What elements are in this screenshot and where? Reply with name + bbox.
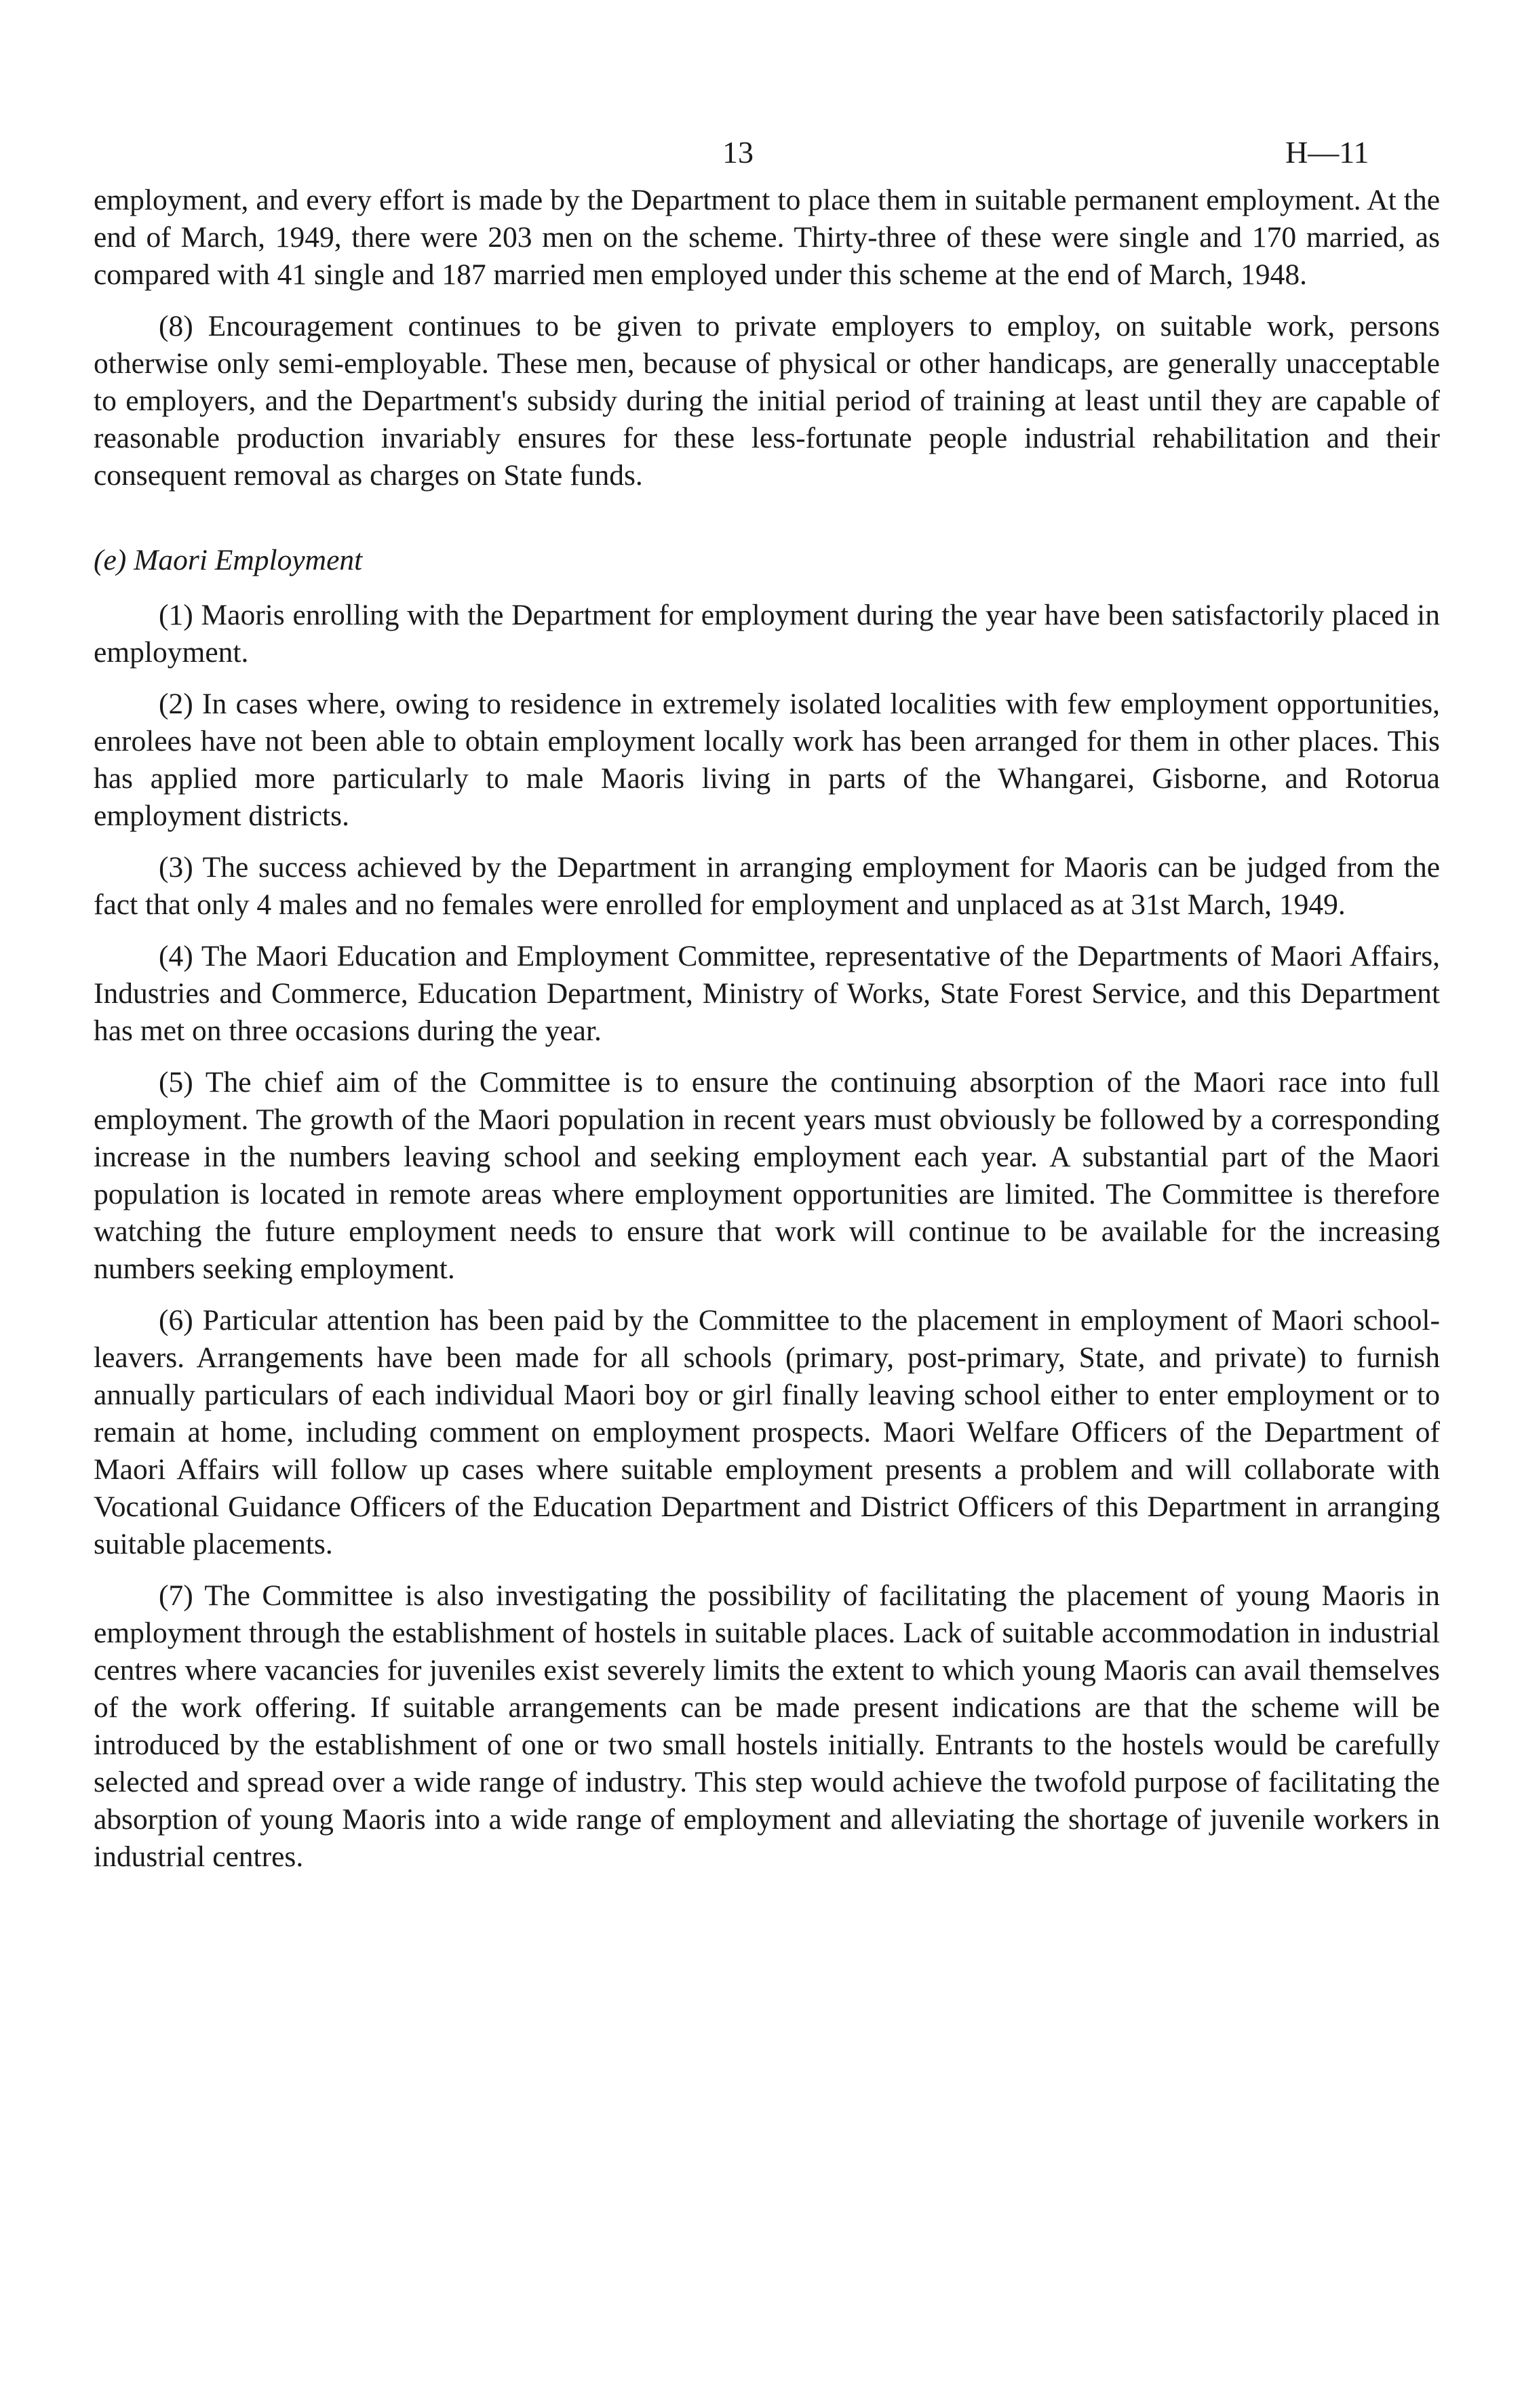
paragraph-8: (8) Encouragement continues to be given to private employers to employ, on suitable work, persons otherwise only semi-employable. These men, because of physical or other handicaps, are generally unacceptable to employers, and the Department's subsidy during the initial period of training at least until they are capable of reasonable production invariably ensures for these less-fortunate people industrial rehabilitation and their consequent removal as charges on State funds. (94, 310, 1440, 492)
page-number: 13 (722, 135, 754, 170)
page-header (0, 122, 1522, 176)
report-code: H—11 (1285, 135, 1369, 170)
paragraph-3: (3) The success achieved by the Department in arranging employment for Maoris can be judged from the fact that only 4 males and no females were enrolled for employment and unplaced as at 31st March, 1949. (94, 851, 1440, 921)
section-heading (94, 542, 1440, 579)
paragraph-4: (4) The Maori Education and Employment Committee, representative of the Departments of Maori Affairs, Industries and Commerce, Education Department, Ministry of Works, State Forest Service, and this Department has met on three occasions during the year. (94, 940, 1440, 1047)
paragraph-2: (2) In cases where, owing to residence in extremely isolated localities with few employment opportunities, enrolees have not been able to obtain employment locally work has been arranged for them in other places. This has applied more particularly to male Maoris living in parts of the Whangarei, Gisborne, and Rotorua employment districts. (94, 688, 1440, 832)
paragraph-1: (1) Maoris enrolling with the Department for employment during the year have been satisfactorily placed in employment. (94, 599, 1440, 669)
body-text (94, 182, 1440, 1890)
paragraph-5: (5) The chief aim of the Committee is to ensure the continuing absorption of the Maori race into full employment. The growth of the Maori population in recent years must obviously be followed by a corresponding increase in the numbers leaving school and seeking employment each year. A substantial part of the Maori population is located in remote areas where employment opportunities are limited. The Committee is therefore watching the future employment needs to ensure that work will continue to be available for the increasing numbers seeking employment. (94, 1066, 1440, 1285)
paragraph-continuation: employment, and every effort is made by the Department to place them in suitable permanent employment. At the end of March, 1949, there were 203 men on the scheme. Thirty-three of these were single and 170 married, as compared with 41 single and 187 married men employed under this scheme at the end of March, 1948. (94, 184, 1440, 291)
section-title: Maori Employment (134, 544, 363, 576)
paragraph-7: (7) The Committee is also investigating the possibility of facilitating the placement of young Maoris in employment through the establishment of hostels in suitable places. Lack of suitable accommodation in industrial centres where vacancies for juveniles exist severely limits the extent to which young Maoris can avail themselves of the work offering. If suitable arrangements can be made present indications are that the scheme will be introduced by the establishment of one or two small hostels initially. Entrants to the hostels would be carefully selected and spread over a wide range of industry. This step would achieve the twofold purpose of facilitating the absorption of young Maoris into a wide range of employment and alleviating the shortage of juvenile workers in industrial centres. (94, 1579, 1440, 1873)
paragraph-6: (6) Particular attention has been paid by the Committee to the placement in employment of Maori school-leavers. Arrangements have been made for all schools (primary, post-primary, State, and private) to furnish annually particulars of each individual Maori boy or girl finally leaving school either to enter employment or to remain at home, including comment on employment prospects. Maori Welfare Officers of the Department of Maori Affairs will follow up cases where suitable employment presents a problem and will collaborate with Vocational Guidance Officers of the Education Department and District Officers of this Department in arranging suitable placements. (94, 1304, 1440, 1560)
section-label: (e) (94, 544, 127, 576)
